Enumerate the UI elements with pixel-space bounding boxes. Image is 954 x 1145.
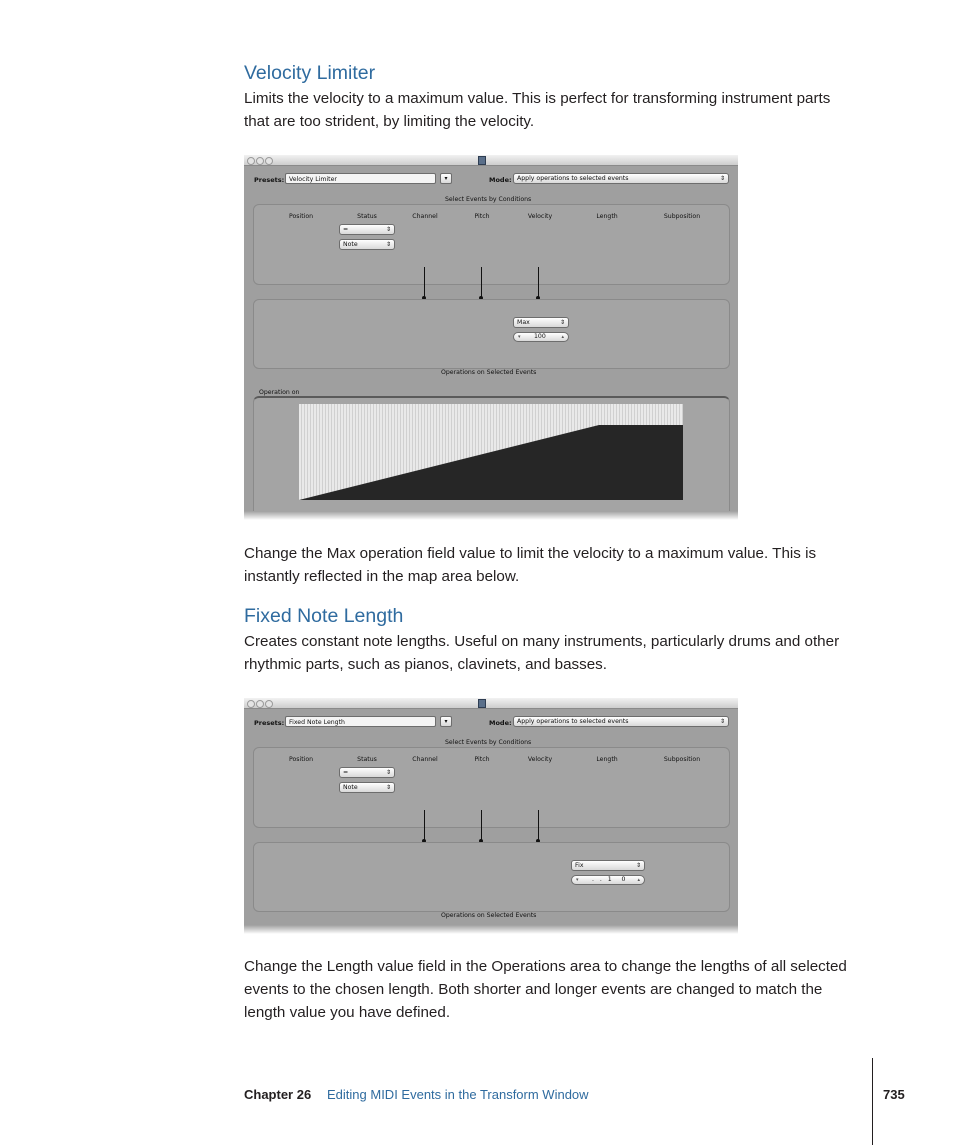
operation-on-label: Operation on bbox=[259, 389, 300, 396]
column-status: Status bbox=[357, 213, 377, 220]
preset-name-field[interactable]: Fixed Note Length bbox=[285, 716, 436, 727]
text-line: Creates constant note lengths. Useful on many instruments, particularly drums and other bbox=[244, 633, 840, 650]
preset-menu-button[interactable] bbox=[440, 716, 452, 727]
presets-label: Presets: bbox=[254, 719, 285, 727]
length-value-stepper[interactable] bbox=[571, 875, 645, 885]
updown-arrows-icon: ⇕ bbox=[385, 226, 391, 233]
close-window-icon[interactable] bbox=[247, 700, 255, 708]
minimize-window-icon[interactable] bbox=[256, 157, 264, 165]
section-description bbox=[244, 955, 884, 1024]
status-value-popup[interactable] bbox=[339, 239, 395, 250]
conditions-title: Select Events by Conditions bbox=[445, 739, 532, 746]
presets-label: Presets: bbox=[254, 176, 285, 184]
operations-title: Operations on Selected Events bbox=[441, 912, 537, 919]
document-icon bbox=[478, 156, 486, 165]
column-status: Status bbox=[357, 756, 377, 763]
zoom-window-icon[interactable] bbox=[265, 700, 273, 708]
velocity-value-stepper[interactable] bbox=[513, 332, 569, 342]
footer-chapter: Chapter 26 bbox=[244, 1087, 312, 1102]
length-operation-value: Fix bbox=[575, 862, 584, 869]
text-line: Limits the velocity to a maximum value. This is perfect for transforming instrument parts bbox=[244, 90, 831, 107]
updown-arrows-icon: ⇕ bbox=[635, 862, 641, 869]
conditions-panel bbox=[253, 747, 730, 828]
velocity-map[interactable] bbox=[299, 404, 683, 500]
column-velocity: Velocity bbox=[527, 756, 553, 763]
updown-arrows-icon: ⇕ bbox=[385, 241, 391, 248]
conditions-title: Select Events by Conditions bbox=[445, 196, 532, 203]
text-line: instantly reflected in the map area below. bbox=[244, 568, 520, 585]
text-line: Change the Length value field in the Operations area to change the lengths of all selected bbox=[244, 958, 847, 975]
section-heading-fixed-note-length: Fixed Note Length bbox=[244, 605, 404, 627]
footer-divider bbox=[872, 1058, 873, 1145]
section-intro bbox=[244, 630, 884, 676]
minimize-window-icon[interactable] bbox=[256, 700, 264, 708]
title-bar bbox=[244, 698, 738, 709]
mode-value: Apply operations to selected events bbox=[517, 718, 629, 725]
column-pitch: Pitch bbox=[474, 756, 490, 763]
updown-arrows-icon: ⇕ bbox=[719, 175, 725, 182]
velocity-map-fill bbox=[299, 425, 683, 500]
preset-name-field[interactable]: Velocity Limiter bbox=[285, 173, 436, 184]
column-length: Length bbox=[596, 756, 618, 763]
conditions-panel bbox=[253, 204, 730, 285]
page-number: 735 bbox=[883, 1087, 905, 1102]
updown-arrows-icon: ⇕ bbox=[559, 319, 565, 326]
status-value: Note bbox=[343, 784, 358, 791]
zoom-window-icon[interactable] bbox=[265, 157, 273, 165]
section-heading-velocity-limiter: Velocity Limiter bbox=[244, 62, 376, 84]
operations-panel bbox=[253, 299, 730, 369]
mode-value: Apply operations to selected events bbox=[517, 175, 629, 182]
text-line: that are too strident, by limiting the velocity. bbox=[244, 113, 535, 130]
window-fade bbox=[244, 511, 738, 520]
column-subposition: Subposition bbox=[663, 213, 701, 220]
length-value: . . 1 0 bbox=[592, 876, 626, 883]
decrement-arrow-icon[interactable]: ▾ bbox=[518, 334, 521, 340]
text-line: length value you have defined. bbox=[244, 1004, 451, 1021]
status-condition-value: = bbox=[343, 769, 349, 776]
preset-menu-button[interactable] bbox=[440, 173, 452, 184]
velocity-operation-value: Max bbox=[517, 319, 530, 326]
operations-panel bbox=[253, 842, 730, 912]
section-intro bbox=[244, 87, 884, 133]
column-channel: Channel bbox=[412, 756, 438, 763]
text-line: Change the Max operation field value to limit the velocity to a maximum value. This is bbox=[244, 545, 817, 562]
section-description bbox=[244, 542, 884, 588]
text-line: rhythmic parts, such as pianos, clavinets, and basses. bbox=[244, 656, 607, 673]
title-bar bbox=[244, 155, 738, 166]
decrement-arrow-icon[interactable]: ▾ bbox=[576, 877, 579, 883]
velocity-value: 100 bbox=[534, 333, 546, 340]
status-condition-popup[interactable] bbox=[339, 224, 395, 235]
transform-window-velocity-limiter bbox=[244, 155, 738, 520]
length-operation-popup[interactable] bbox=[571, 860, 645, 871]
updown-arrows-icon: ⇕ bbox=[385, 769, 391, 776]
column-position: Position bbox=[288, 756, 314, 763]
close-window-icon[interactable] bbox=[247, 157, 255, 165]
status-value: Note bbox=[343, 241, 358, 248]
status-value-popup[interactable] bbox=[339, 782, 395, 793]
velocity-map-curve bbox=[299, 404, 683, 500]
column-position: Position bbox=[288, 213, 314, 220]
document-icon bbox=[478, 699, 486, 708]
window-fade bbox=[244, 925, 738, 934]
column-channel: Channel bbox=[412, 213, 438, 220]
column-velocity: Velocity bbox=[527, 213, 553, 220]
chevron-down-icon: ▾ bbox=[444, 718, 448, 725]
mode-popup[interactable] bbox=[513, 716, 729, 727]
chevron-down-icon: ▾ bbox=[444, 175, 448, 182]
text-line: events to the chosen length. Both shorter and longer events are changed to match the bbox=[244, 981, 823, 998]
mode-label: Mode: bbox=[489, 176, 512, 184]
status-condition-value: = bbox=[343, 226, 349, 233]
mode-popup[interactable] bbox=[513, 173, 729, 184]
increment-arrow-icon[interactable]: ▴ bbox=[637, 877, 640, 883]
status-condition-popup[interactable] bbox=[339, 767, 395, 778]
column-pitch: Pitch bbox=[474, 213, 490, 220]
updown-arrows-icon: ⇕ bbox=[385, 784, 391, 791]
increment-arrow-icon[interactable]: ▴ bbox=[561, 334, 564, 340]
velocity-operation-popup[interactable] bbox=[513, 317, 569, 328]
mode-label: Mode: bbox=[489, 719, 512, 727]
operations-title: Operations on Selected Events bbox=[441, 369, 537, 376]
footer-chapter-title: Editing MIDI Events in the Transform Window bbox=[327, 1087, 589, 1102]
updown-arrows-icon: ⇕ bbox=[719, 718, 725, 725]
column-length: Length bbox=[596, 213, 618, 220]
transform-window-fixed-note-length bbox=[244, 698, 738, 934]
column-subposition: Subposition bbox=[663, 756, 701, 763]
